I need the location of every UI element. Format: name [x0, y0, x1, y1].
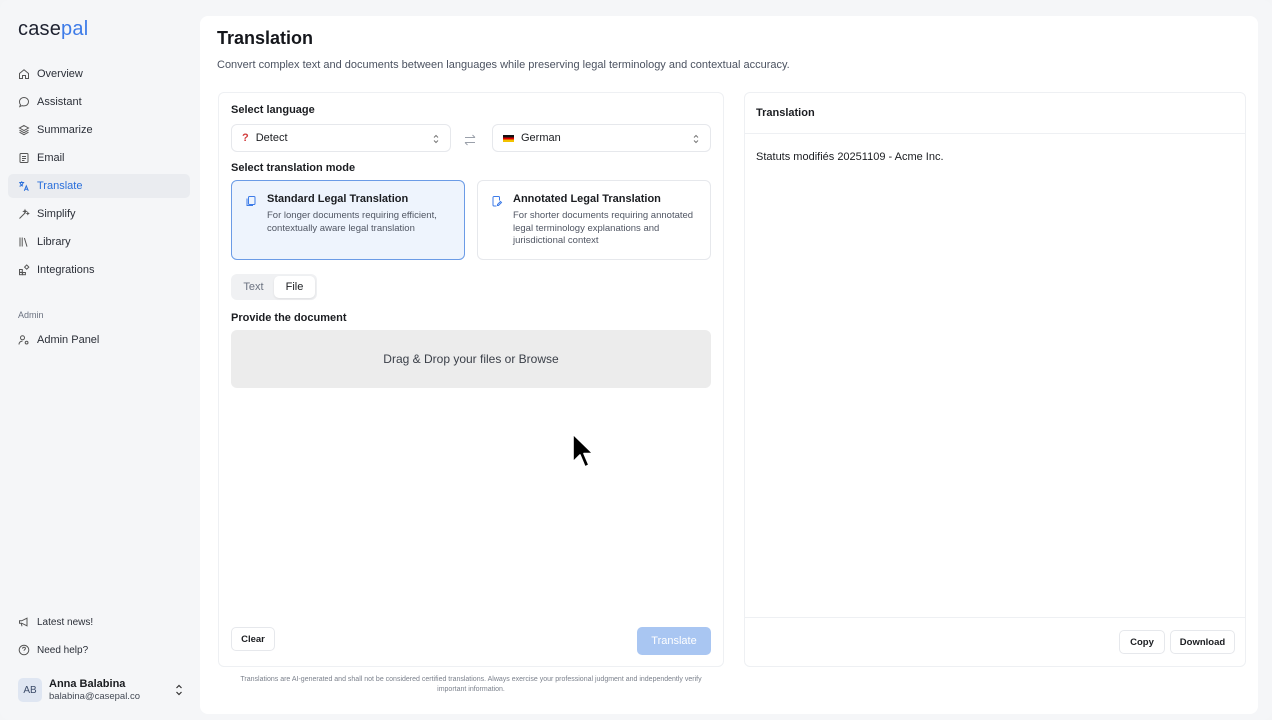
need-help-label: Need help? [37, 644, 89, 656]
sidebar-bottom-links [8, 610, 190, 666]
chevron-up-down-icon [692, 133, 700, 145]
question-mark-icon: ? [242, 132, 249, 144]
file-dropzone[interactable]: Drag & Drop your files or Browse [231, 330, 711, 388]
sidebar-item-email[interactable] [8, 146, 190, 170]
document-icon [18, 152, 30, 164]
sidebar-item-overview[interactable] [8, 62, 190, 86]
mouse-pointer-icon [571, 432, 595, 470]
download-button[interactable]: Download [1170, 630, 1235, 654]
user-name: Anna Balabina [49, 678, 126, 690]
swap-languages-icon[interactable] [463, 134, 477, 146]
target-language-value: German [521, 132, 561, 144]
mode-title: Annotated Legal Translation [513, 193, 661, 205]
need-help-link[interactable] [8, 638, 190, 662]
sidebar-item-admin-panel[interactable] [8, 328, 190, 352]
help-circle-icon [18, 644, 30, 656]
divider [745, 617, 1245, 618]
chat-bubble-icon [18, 96, 30, 108]
tab-file[interactable]: File [274, 276, 315, 298]
sidebar-item-label: Admin Panel [37, 334, 100, 346]
sidebar-item-label: Email [37, 152, 65, 164]
sidebar-item-label: Assistant [37, 96, 82, 108]
input-type-toggle [231, 274, 317, 300]
sidebar-item-summarize[interactable] [8, 118, 190, 142]
source-language-select[interactable] [231, 124, 451, 152]
target-language-select[interactable] [492, 124, 711, 152]
main-nav [8, 62, 190, 286]
sidebar [0, 0, 200, 720]
divider [745, 133, 1245, 134]
sidebar-item-library[interactable] [8, 230, 190, 254]
chevron-up-down-icon[interactable] [174, 683, 184, 697]
layers-icon [18, 124, 30, 136]
admin-nav [8, 328, 190, 356]
admin-section-label: Admin [18, 310, 44, 320]
select-language-label: Select language [231, 104, 315, 116]
page-description: Convert complex text and documents between languages while preserving legal terminology and contextual accuracy. [217, 59, 790, 71]
mode-description: For longer documents requiring efficient, contextually aware legal translation [267, 210, 437, 234]
wand-icon [18, 208, 30, 220]
sidebar-item-label: Translate [37, 180, 83, 192]
logo-text-accent: pal [61, 18, 89, 40]
source-language-value: Detect [255, 132, 288, 144]
user-email: balabina@casepal.co [49, 691, 140, 702]
translation-output-panel [744, 92, 1246, 667]
translate-button[interactable]: Translate [637, 627, 711, 655]
chevron-up-down-icon [432, 133, 440, 145]
sidebar-item-label: Integrations [37, 264, 95, 276]
translation-result-text: Statuts modifiés 20251109 - Acme Inc. [756, 151, 944, 163]
user-settings-icon [18, 334, 30, 346]
latest-news-link[interactable] [8, 610, 190, 634]
logo-text-main: case [18, 18, 62, 40]
home-icon [18, 68, 30, 80]
output-title: Translation [756, 107, 815, 119]
user-account-menu[interactable] [18, 676, 184, 704]
megaphone-icon [18, 616, 30, 628]
sidebar-item-label: Overview [37, 68, 83, 80]
sidebar-item-assistant[interactable] [8, 90, 190, 114]
sidebar-item-integrations[interactable] [8, 258, 190, 282]
copy-button[interactable]: Copy [1119, 630, 1165, 654]
sidebar-item-translate[interactable] [8, 174, 190, 198]
provide-document-label: Provide the document [231, 312, 347, 324]
sidebar-item-label: Library [37, 236, 71, 248]
german-flag-icon [503, 135, 514, 142]
library-icon [18, 236, 30, 248]
main-content [200, 16, 1258, 714]
edit-document-icon [491, 195, 503, 207]
sidebar-item-label: Summarize [37, 124, 93, 136]
sidebar-item-label: Simplify [37, 208, 76, 220]
user-info [49, 678, 174, 702]
latest-news-label: Latest news! [37, 616, 94, 628]
select-mode-label: Select translation mode [231, 162, 356, 174]
mode-card-annotated[interactable] [477, 180, 711, 260]
sidebar-item-simplify[interactable] [8, 202, 190, 226]
ai-disclaimer: Translations are AI-generated and shall not be considered certified translations. Always exercise your professional judgment and independently verify important information. [240, 676, 702, 693]
translation-input-panel [218, 92, 724, 667]
clear-button[interactable]: Clear [231, 627, 275, 651]
mode-card-standard[interactable] [231, 180, 465, 260]
tab-text[interactable]: Text [243, 281, 264, 293]
copy-document-icon [245, 195, 257, 207]
translate-icon [18, 180, 30, 192]
casepal-logo[interactable] [18, 18, 88, 41]
mode-title: Standard Legal Translation [267, 193, 409, 205]
integrations-icon [18, 264, 30, 276]
mode-description: For shorter documents requiring annotated legal terminology explanations and jurisdictional context [513, 210, 694, 246]
avatar: AB [18, 678, 42, 702]
page-title: Translation [217, 28, 314, 48]
